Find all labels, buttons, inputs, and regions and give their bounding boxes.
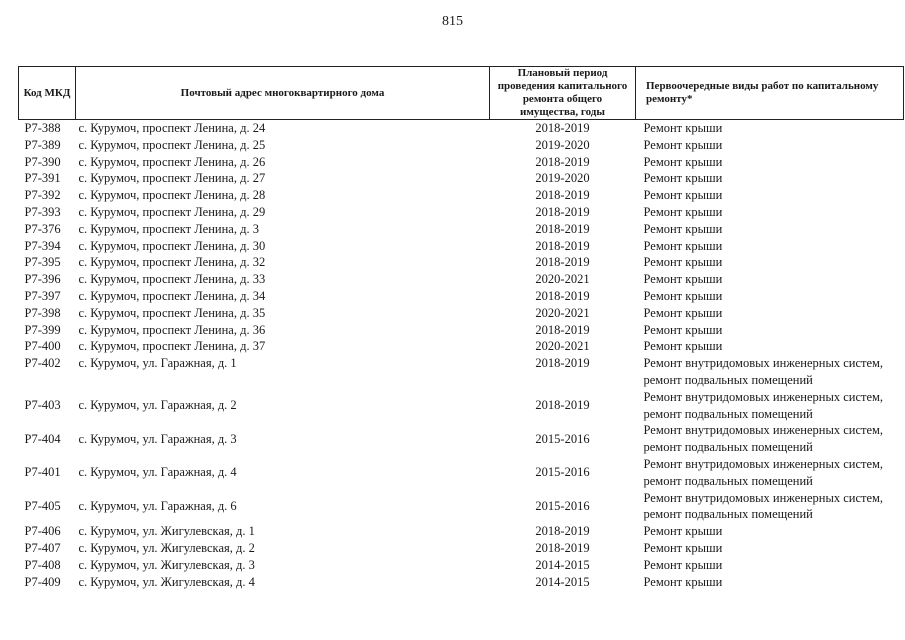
row-period: 2018-2019 [535, 398, 590, 413]
row-period: 2015-2016 [535, 431, 590, 446]
row-period: 2018-2019 [535, 188, 590, 203]
page-number: 815 [442, 14, 463, 29]
row-period: 2018-2019 [535, 288, 590, 303]
row-code: Р7-399 [24, 322, 61, 337]
row-period: 2018-2019 [535, 356, 590, 371]
row-code: Р7-400 [24, 339, 61, 354]
row-period: 2018-2019 [535, 221, 590, 236]
row-code: Р7-402 [24, 356, 61, 371]
row-works-line: ремонт подвальных помещений [643, 372, 813, 387]
row-address: с. Курумоч, ул. Жигулевская, д. 4 [78, 574, 255, 589]
row-works-line: Ремонт внутридомовых инженерных систем, [643, 389, 884, 404]
row-works [636, 490, 904, 524]
row-address: с. Курумоч, ул. Жигулевская, д. 3 [78, 557, 255, 572]
row-works: Ремонт крыши [643, 322, 723, 337]
header-code: Код МКД [19, 67, 76, 120]
row-code: Р7-407 [24, 540, 61, 555]
table-row [19, 154, 904, 171]
row-works: Ремонт крыши [643, 272, 723, 287]
header-address: Почтовый адрес многоквартирного дома [76, 67, 490, 120]
row-period: 2018-2019 [535, 524, 590, 539]
row-period: 2020-2021 [535, 339, 590, 354]
row-address: с. Курумоч, ул. Гаражная, д. 2 [78, 398, 237, 413]
row-works: Ремонт крыши [643, 188, 723, 203]
row-period: 2015-2016 [535, 498, 590, 513]
table-row [19, 187, 904, 204]
row-code: Р7-388 [24, 121, 61, 135]
table-row [19, 490, 904, 524]
row-code: Р7-395 [24, 255, 61, 270]
row-address: с. Курумоч, проспект Ленина, д. 36 [78, 322, 266, 337]
table-row [19, 422, 904, 456]
row-period: 2019-2020 [535, 171, 590, 186]
row-address: с. Курумоч, ул. Жигулевская, д. 1 [78, 524, 255, 539]
row-code: Р7-408 [24, 557, 61, 572]
row-works-line: ремонт подвальных помещений [643, 507, 813, 522]
row-address: с. Курумоч, ул. Гаражная, д. 6 [78, 498, 237, 513]
row-code: Р7-403 [24, 398, 61, 413]
row-works: Ремонт крыши [643, 339, 723, 354]
header-period: Плановый период проведения капитального ремонта общего имущества, годы [490, 67, 636, 120]
row-address: с. Курумоч, проспект Ленина, д. 33 [78, 272, 266, 287]
row-works: Ремонт крыши [643, 238, 723, 253]
row-address: с. Курумоч, проспект Ленина, д. 37 [78, 339, 266, 354]
row-address: с. Курумоч, проспект Ленина, д. 28 [78, 188, 266, 203]
row-works: Ремонт крыши [643, 524, 723, 539]
row-period: 2015-2016 [535, 465, 590, 480]
row-works: Ремонт крыши [643, 574, 723, 589]
row-works [636, 355, 904, 389]
row-works: Ремонт крыши [643, 305, 723, 320]
row-code: Р7-405 [24, 498, 61, 513]
row-period: 2019-2020 [535, 137, 590, 152]
row-address: с. Курумоч, проспект Ленина, д. 35 [78, 305, 266, 320]
table-row [19, 305, 904, 322]
row-works-line: Ремонт внутридомовых инженерных систем, [643, 423, 884, 438]
table-row [19, 170, 904, 187]
row-code: Р7-398 [24, 305, 61, 320]
row-period: 2018-2019 [535, 121, 590, 135]
table-row [19, 254, 904, 271]
row-code: Р7-396 [24, 272, 61, 287]
row-period: 2018-2019 [535, 255, 590, 270]
row-works: Ремонт крыши [643, 171, 723, 186]
table-row [19, 456, 904, 490]
table-row [19, 204, 904, 221]
row-address: с. Курумоч, ул. Гаражная, д. 3 [78, 431, 237, 446]
row-period: 2014-2015 [535, 574, 590, 589]
row-works [636, 389, 904, 423]
header-works: Первоочередные виды работ по капитальному ремонту* [636, 67, 904, 120]
row-code: Р7-409 [24, 574, 61, 589]
row-code: Р7-397 [24, 288, 61, 303]
row-works: Ремонт крыши [643, 221, 723, 236]
row-address: с. Курумоч, проспект Ленина, д. 24 [78, 121, 266, 135]
row-works: Ремонт крыши [643, 540, 723, 555]
row-works: Ремонт крыши [643, 154, 723, 169]
table-row [19, 120, 904, 137]
table-row [19, 271, 904, 288]
table-row [19, 288, 904, 305]
table-row [19, 137, 904, 154]
row-period: 2014-2015 [535, 557, 590, 572]
row-works: Ремонт крыши [643, 121, 723, 135]
table-row [19, 557, 904, 574]
row-address: с. Курумоч, проспект Ленина, д. 30 [78, 238, 266, 253]
row-works [636, 422, 904, 456]
row-period: 2018-2019 [535, 204, 590, 219]
row-code: Р7-390 [24, 154, 61, 169]
row-address: с. Курумоч, ул. Гаражная, д. 1 [78, 356, 237, 371]
row-address: с. Курумоч, проспект Ленина, д. 3 [78, 221, 259, 236]
row-address: с. Курумоч, проспект Ленина, д. 27 [78, 171, 266, 186]
row-code: Р7-394 [24, 238, 61, 253]
row-address: с. Курумоч, проспект Ленина, д. 29 [78, 204, 266, 219]
row-works: Ремонт крыши [643, 204, 723, 219]
row-works: Ремонт крыши [643, 557, 723, 572]
table-row [19, 355, 904, 389]
row-address: с. Курумоч, проспект Ленина, д. 26 [78, 154, 266, 169]
table-row [19, 322, 904, 339]
row-works-line: ремонт подвальных помещений [643, 440, 813, 455]
row-works: Ремонт крыши [643, 137, 723, 152]
row-address: с. Курумоч, ул. Жигулевская, д. 2 [78, 540, 255, 555]
table-row [19, 523, 904, 540]
row-works-line: ремонт подвальных помещений [643, 406, 813, 421]
table-row [19, 221, 904, 238]
table-header [19, 67, 904, 120]
table-row [19, 238, 904, 255]
row-works-line: Ремонт внутридомовых инженерных систем, [643, 490, 884, 505]
row-code: Р7-406 [24, 524, 61, 539]
row-code: Р7-391 [24, 171, 61, 186]
housing-registry-table [18, 66, 904, 590]
table-row [19, 338, 904, 355]
table-row [19, 389, 904, 423]
row-works-line: Ремонт внутридомовых инженерных систем, [643, 456, 884, 471]
row-period: 2018-2019 [535, 540, 590, 555]
row-works: Ремонт крыши [643, 288, 723, 303]
row-address: с. Курумоч, проспект Ленина, д. 34 [78, 288, 266, 303]
row-period: 2018-2019 [535, 322, 590, 337]
row-address: с. Курумоч, проспект Ленина, д. 32 [78, 255, 266, 270]
table-row [19, 540, 904, 557]
row-period: 2020-2021 [535, 305, 590, 320]
row-works [636, 456, 904, 490]
row-works-line: ремонт подвальных помещений [643, 473, 813, 488]
row-works-line: Ремонт внутридомовых инженерных систем, [643, 356, 884, 371]
row-works: Ремонт крыши [643, 255, 723, 270]
row-code: Р7-392 [24, 188, 61, 203]
row-period: 2020-2021 [535, 272, 590, 287]
row-code: Р7-376 [24, 221, 61, 236]
row-code: Р7-389 [24, 137, 61, 152]
row-address: с. Курумоч, ул. Гаражная, д. 4 [78, 465, 237, 480]
row-code: Р7-401 [24, 465, 61, 480]
row-period: 2018-2019 [535, 154, 590, 169]
row-code: Р7-404 [24, 431, 61, 446]
row-code: Р7-393 [24, 204, 61, 219]
table-row [19, 574, 904, 591]
table-body [19, 120, 904, 591]
row-period: 2018-2019 [535, 238, 590, 253]
row-address: с. Курумоч, проспект Ленина, д. 25 [78, 137, 266, 152]
